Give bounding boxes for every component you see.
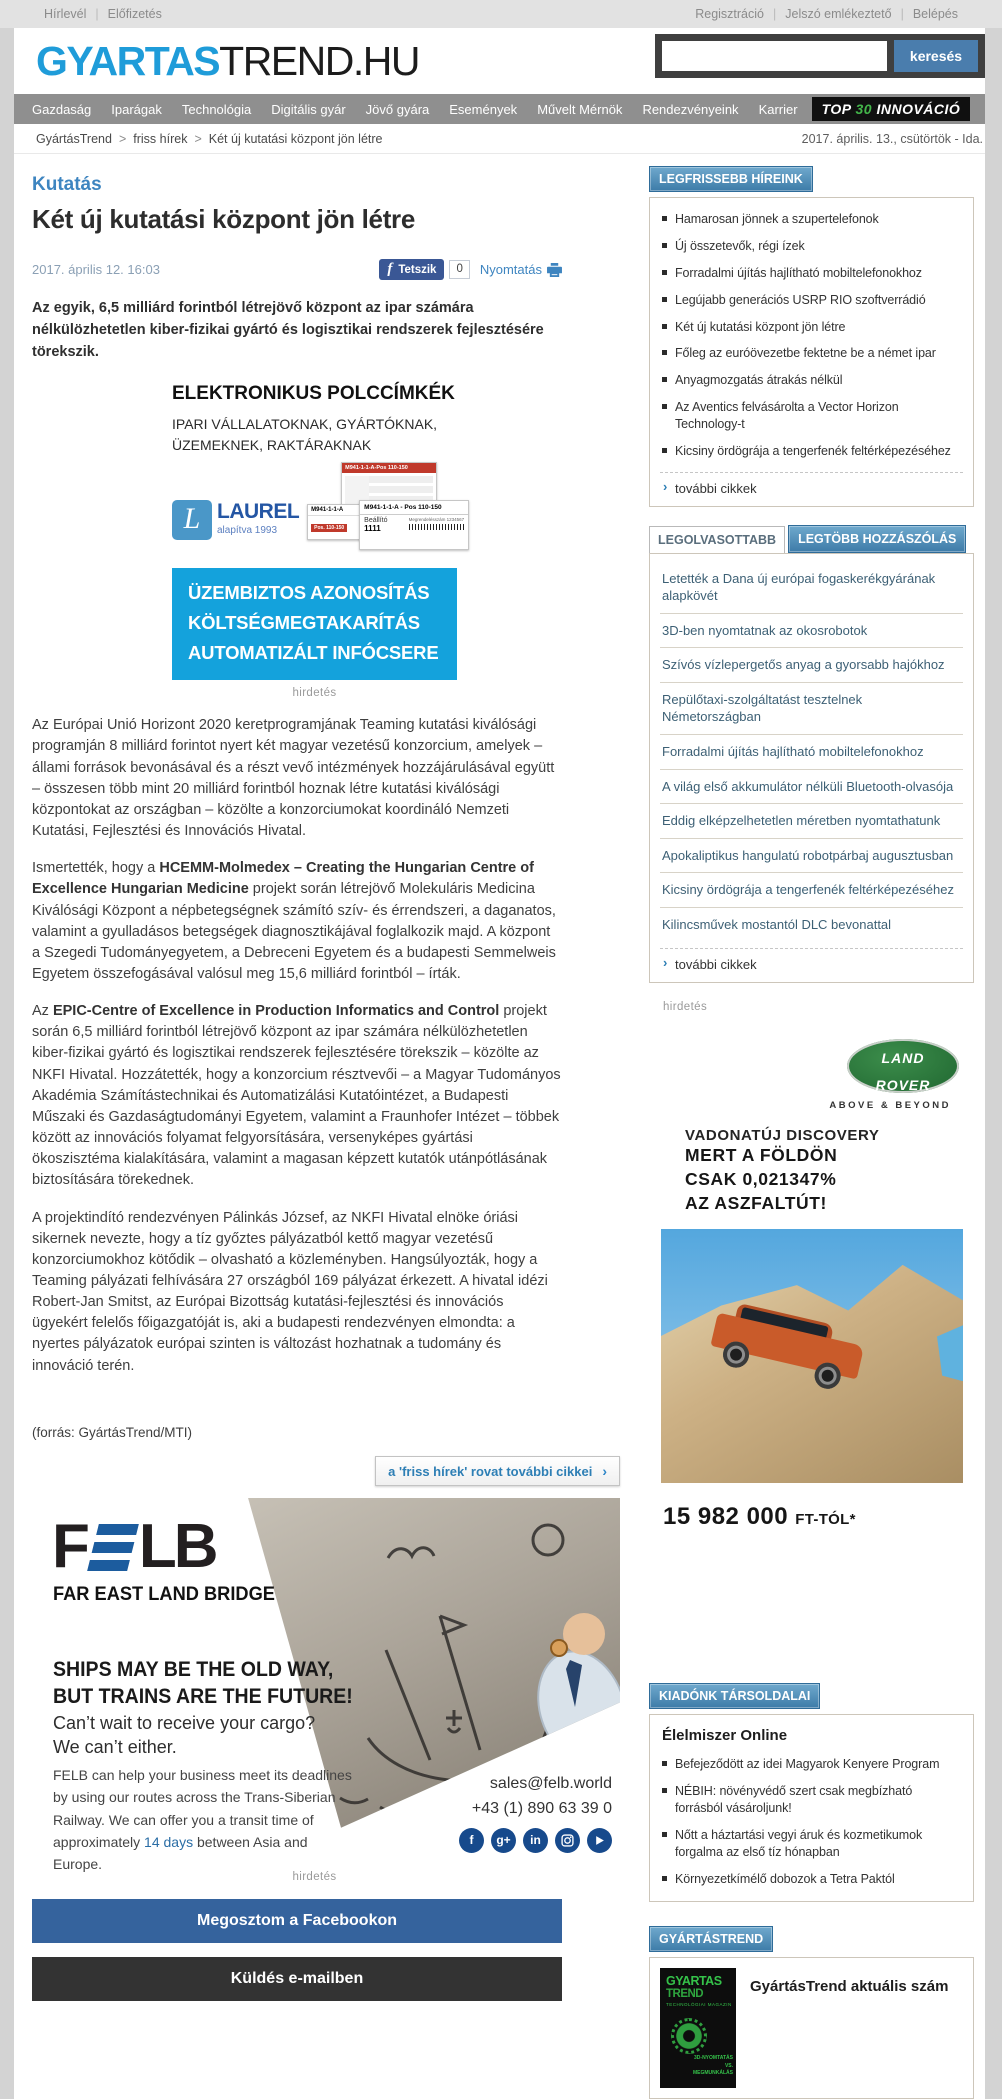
article-meta	[32, 259, 562, 280]
price-suffix: FT-TÓL*	[795, 1511, 856, 1529]
shelf-label-beallito: Beállító	[364, 517, 388, 525]
felb-body-text	[53, 1764, 358, 1876]
shelf-label-1111: 1111	[364, 524, 381, 534]
search-input[interactable]	[662, 41, 887, 71]
login-link[interactable]: Belépés	[912, 7, 958, 21]
print-button[interactable]	[480, 262, 562, 277]
felb-headline-1: SHIPS MAY BE THE OLD WAY,	[53, 1657, 334, 1681]
tab-most-read[interactable]: LEGOLVASOTTABB	[649, 526, 785, 553]
shelf-label-order-number: Megrendelésszám 1234567	[408, 517, 465, 523]
partner-sites-heading: KIADÓNK TÁRSOLDALAI	[649, 1683, 820, 1709]
ad-label: hirdetés	[292, 687, 337, 700]
top30-rest: INNOVÁCIÓ	[876, 101, 961, 117]
landrover-line-1: MERT A FÖLDÖN	[685, 1145, 838, 1166]
felb-phone[interactable]: +43 (1) 890 63 39 0	[471, 1799, 612, 1817]
more-articles-link[interactable]: › további cikkek	[660, 948, 963, 974]
cover-tagline: TECHNOLÓGIAI MAGAZIN	[666, 2001, 732, 2007]
felb-logo-f: F	[52, 1511, 87, 1581]
nav-item-rendezvenyeink[interactable]: Rendezvényeink	[642, 101, 739, 117]
facebook-like-button[interactable]	[379, 259, 444, 280]
more-link-row	[32, 1456, 620, 1486]
landrover-logo-row	[661, 1039, 963, 1111]
content	[14, 154, 985, 2099]
list-item[interactable]: Környezetkímélő dobozok a Tetra Paktól	[660, 1866, 963, 1893]
linkedin-icon[interactable]: in	[523, 1828, 548, 1853]
article-paragraph	[32, 858, 562, 985]
landrover-logo-icon	[847, 1039, 959, 1093]
nav-item-gazdasag[interactable]: Gazdaság	[32, 101, 92, 117]
article-category[interactable]: Kutatás	[32, 174, 102, 195]
article-column	[32, 166, 612, 2001]
list-item[interactable]: Kicsiny ördögrája a tengerfenék feltérképezéséhez	[660, 438, 963, 465]
laurel-ad-title: ELEKTRONIKUS POLCCÍMKÉK	[172, 383, 455, 405]
felb-email[interactable]: sales@felb.world	[489, 1774, 612, 1792]
list-item[interactable]: NÉBIH: növényvédő szert csak megbízható forrásból vásároljunk!	[660, 1778, 963, 1822]
nav-item-technologia[interactable]: Technológia	[181, 101, 252, 117]
partner-news-list	[660, 1751, 963, 1892]
page	[14, 28, 985, 2099]
main-nav	[14, 94, 985, 124]
laurel-benefit-1: ÜZEMBIZTOS AZONOSÍTÁS	[188, 582, 430, 604]
share-facebook-button[interactable]: Megosztom a Facebookon	[32, 1899, 562, 1943]
article-lead: Az egyik, 6,5 milliárd forintból létrejövő központ az ipar számára nélkülözhetetlen kiber-fizikai gyártó és logisztikai rendszerek fejlesztésére törekszik.	[32, 300, 544, 360]
article-source: (forrás: GyártásTrend/MTI)	[32, 1424, 193, 1440]
p2-bold: HCEMM-Molmedex – Creating the Hungarian Centre of Excellence Hungarian Medicine	[32, 860, 534, 898]
laurel-benefit-3: AUTOMATIZÁLT INFÓCSERE	[188, 642, 439, 664]
password-reminder-link[interactable]: Jelszó emlékeztető |	[785, 7, 913, 21]
article-date: 2017. április 12. 16:03	[32, 262, 160, 277]
landrover-logo-rover: ROVER	[875, 1077, 931, 1094]
article-paragraph: Az Európai Unió Horizont 2020 keretprogramjának Teaming kutatási kiválósági programján 8 milliárd forintot nyert két magyar vezetésű konzorcium, amelyek – állami források bevonásával és a részt vevő intézmények hozzájárulásával együtt – összesen több mint 20 milliárd forintból hoznak létre kutatási kiválósági központokat az országban – közölte a konzorciumokat koordináló Nemzeti Kutatási, Fejlesztési és Innovációs Hivatal.	[32, 717, 555, 840]
felb-body-end: between Asia and Europe.	[53, 1833, 308, 1873]
price-value: 15 982 000	[663, 1503, 789, 1531]
list-item[interactable]: 3D-ben nyomtatnak az okosrobotok	[660, 614, 963, 649]
most-read-box	[649, 553, 974, 984]
register-link[interactable]: Regisztráció |	[695, 7, 785, 21]
shelf-label-front	[359, 500, 469, 550]
top30-innovacio-badge[interactable]	[812, 97, 971, 121]
site-logo[interactable]	[36, 38, 419, 85]
cover-title-1: GYARTAS	[666, 1973, 722, 1988]
list-item[interactable]: Hamarosan jönnek a szupertelefonok	[660, 206, 963, 233]
landrover-discovery-image	[661, 1229, 963, 1483]
laurel-brand-text	[217, 500, 299, 536]
like-count-badge: 0	[449, 260, 469, 279]
landrover-kicker: VADONATÚJ DISCOVERY	[685, 1127, 880, 1145]
list-item[interactable]: Forradalmi újítás hajlítható mobiltelefonokhoz	[660, 260, 963, 287]
breadcrumb-current: Két új kutatási központ jön létre	[208, 131, 383, 146]
shelf-label-small-header: M941-1-1-A	[308, 505, 370, 516]
laurel-benefit-2: KÖLTSÉGMEGTAKARÍTÁS	[188, 612, 420, 634]
printer-icon	[547, 263, 562, 277]
laurel-sub1: IPARI VÁLLALATOKNAK, GYÁRTÓKNAK,	[172, 416, 438, 433]
nav-item-esemenyek[interactable]: Események	[449, 101, 518, 117]
laurel-ad-subtitle	[172, 414, 457, 456]
list-item[interactable]: Befejeződött az idei Magyarok Kenyere Program	[660, 1751, 963, 1778]
list-item[interactable]: Két új kutatási központ jön létre	[660, 314, 963, 341]
laurel-logo-icon: L	[172, 500, 212, 540]
list-item[interactable]: Forradalmi újítás hajlítható mobiltelefonokhoz	[660, 735, 963, 770]
logo-gyartas: GYARTAS	[36, 38, 220, 84]
subscription-link[interactable]: Előfizetés	[107, 7, 162, 21]
landrover-ad[interactable]	[661, 1039, 963, 1531]
felb-logo-lb: LB	[138, 1511, 216, 1581]
list-item[interactable]: Új összetevők, régi ízek	[660, 233, 963, 260]
cover-note: 3D-NYOMTATÁS VS. MEGMUNKÁLÁS	[693, 2055, 733, 2077]
share-email-button[interactable]: Küldés e-mailben	[32, 1957, 562, 2001]
google-plus-icon[interactable]: g+	[491, 1828, 516, 1853]
ad-label: hirdetés	[663, 1001, 708, 1014]
newsletter-link[interactable]: Hírlevél |	[44, 7, 108, 21]
laurel-ad[interactable]	[172, 383, 465, 680]
breadcrumb-section[interactable]: friss hírek >	[133, 132, 209, 146]
nav-item-iparagak[interactable]: Iparágak	[111, 101, 162, 117]
felb-body-highlight[interactable]: 14 days	[144, 1833, 194, 1850]
list-item[interactable]: Letették a Dana új európai fogaskerékgyárának alapkövét	[660, 562, 963, 614]
list-item[interactable]: Kilincsművek mostantól DLC bevonattal	[662, 916, 892, 932]
shelf-label-small-chip: Pos. 110-150	[311, 524, 347, 532]
list-item[interactable]: Szívós vízlepergetős anyag a gyorsabb hajókhoz	[660, 648, 963, 683]
breadcrumb-bar	[14, 124, 985, 154]
p3-bold: EPIC-Centre of Excellence in Production Informatics and Control	[52, 1003, 500, 1020]
shelf-label-back-header: M941-1-1-A-Pos 110-150	[342, 463, 436, 473]
logo-trendhu: TREND.HU	[219, 38, 419, 84]
list-item[interactable]: Legújabb generációs USRP RIO szoftverrádió	[660, 287, 963, 314]
article-title: Két új kutatási központ jön létre	[32, 204, 416, 234]
sidebar-tabs	[649, 525, 974, 553]
magazine-section	[649, 1926, 974, 2099]
cover-title-2: TREND	[666, 1987, 704, 2000]
more-articles-link[interactable]: a 'friss hírek' rovat további cikkei ›	[375, 1456, 620, 1486]
landrover-price	[663, 1503, 963, 1531]
list-item[interactable]: Anyagmozgatás átrakás nélkül	[660, 367, 963, 394]
p2-text: Ismertették, hogy a	[32, 860, 160, 877]
print-label: Nyomtatás	[479, 262, 542, 277]
more-articles-link[interactable]: › további cikkek	[660, 472, 963, 498]
latest-news-list	[660, 206, 963, 465]
nav-item-jovo-gyara[interactable]: Jövő gyára	[365, 101, 430, 117]
utility-links-left	[44, 7, 162, 21]
laurel-ad-middle	[172, 465, 465, 564]
shelf-label-front-header: M941-1-1-A - Pos 110-150	[360, 501, 468, 515]
felb-sub-1: Can’t wait to receive your cargo?	[53, 1712, 316, 1733]
felb-headline-2: BUT TRAINS ARE THE FUTURE!	[53, 1685, 353, 1709]
shelf-label-cards	[307, 465, 465, 564]
facebook-icon: f	[387, 261, 393, 277]
list-item[interactable]: Kicsiny ördögrája a tengerfenék feltérképezéséhez	[660, 873, 963, 908]
barcode	[409, 524, 465, 530]
list-item[interactable]: Nőtt a háztartási vegyi áruk és kozmetikumok forgalma az első tíz hónapban	[660, 1822, 963, 1866]
felb-body-start: FELB can help your business meet its deadlines by using our routes across the Trans-Siberian Railway. We can offer you a transit time of approximately	[53, 1766, 352, 1850]
partner-sites-box	[649, 1714, 974, 1901]
landrover-headline	[685, 1127, 963, 1215]
shelf-label-front-left	[364, 517, 387, 533]
breadcrumb-home[interactable]: GyártásTrend >	[36, 132, 133, 146]
felb-headline	[53, 1656, 353, 1711]
youtube-icon[interactable]	[587, 1828, 612, 1853]
nav-item-muvelt-mernok[interactable]: Művelt Mérnök	[537, 101, 623, 117]
facebook-like-label: Tetszik	[398, 263, 437, 276]
landrover-line-3: AZ ASZFALTÚT!	[685, 1192, 827, 1213]
masthead	[14, 28, 985, 94]
laurel-brand-name: LAUREL	[217, 500, 300, 524]
nav-item-digitalis-gyar[interactable]: Digitális gyár	[271, 101, 346, 117]
search-button[interactable]: keresés	[894, 40, 978, 72]
list-item[interactable]: Főleg az euróövezetbe fektetne be a német ipar	[660, 340, 963, 367]
magazine-caption[interactable]: GyártásTrend aktuális szám	[750, 1977, 949, 1995]
felb-social-row	[459, 1828, 612, 1853]
facebook-icon[interactable]: f	[459, 1828, 484, 1853]
top30-top: TOP	[821, 101, 852, 117]
partner-group-title[interactable]: Élelmiszer Online	[662, 1727, 788, 1745]
breadcrumb	[36, 132, 382, 146]
landrover-logo-land: LAND	[881, 1050, 925, 1067]
latest-news-heading: LEGFRISSEBB HÍREINK	[649, 166, 813, 192]
magazine-cover[interactable]	[660, 1968, 736, 2088]
instagram-icon[interactable]	[555, 1828, 580, 1853]
partner-sites-section	[649, 1683, 974, 1901]
utility-links-right	[695, 7, 958, 21]
nav-item-karrier[interactable]: Karrier	[758, 101, 798, 117]
utility-bar	[0, 0, 1002, 28]
felb-tagline: FAR EAST LAND BRIDGE	[53, 1583, 275, 1605]
p2-text: projekt során létrejövő Molekuláris Medicina Kiválósági Központ a népbetegségnek számító szív- és érrendszeri, a daganatos, valamint a gyulladásos betegségek diagnosztikájával foglalkozik majd. A központ a Szegedi Tudományegyetem, a Debreceni Egyetem és a budapesti Semmelweis Egyetem összefogásával valósul meg 15,6 milliárd forintból – írták.	[32, 881, 556, 982]
felb-ad[interactable]	[32, 1498, 620, 1873]
magazine-box	[649, 1957, 974, 2099]
laurel-brand-founded: alapítva 1993	[217, 525, 278, 537]
p3-text: Az	[32, 1003, 53, 1020]
sidebar	[649, 166, 974, 2099]
magazine-heading: GYÁRTÁSTREND	[649, 1926, 773, 1952]
tab-most-comments[interactable]: LEGTÖBB HOZZÁSZÓLÁS	[788, 525, 966, 553]
laurel-sub2: ÜZEMEKNEK, RAKTÁRAKNAK	[172, 437, 372, 454]
list-item[interactable]: Apokaliptikus hangulatú robotpárbaj augusztusban	[660, 839, 963, 874]
felb-logo	[52, 1511, 216, 1581]
search-box	[655, 34, 985, 78]
list-item[interactable]: A világ első akkumulátor nélküli Bluetooth-olvasója	[660, 770, 963, 805]
list-item[interactable]: Az Aventics felvásárolta a Vector Horizon Technology-t	[660, 394, 963, 438]
felb-logo-e-bars-icon	[87, 1524, 139, 1571]
gear-icon	[671, 2018, 707, 2054]
laurel-benefits-band	[172, 568, 457, 680]
article-paragraph: A projektindító rendezvényen Pálinkás József, az NKFI Hivatal elnöke óriási sikernek nevezte, hogy a tíz győztes pályázatból kettő magyar vezetésű konzorciumokhoz kötődik – olvasható a közleményben. Hangsúlyozták, hogy a Teaming pályázati felhívására 27 országból 169 pályázat érkezett. A hivatal idézi Robert-Jan Smitst, az Európai Bizottság kutatási-fejlesztési és innovációs ügyekért felelős főigazgatóját is, aki a budapesti rendezvényen elmondta: a nyertes pályázatok európai szinten is változást hozhatnak a tudomány és innováció terén.	[32, 1209, 548, 1374]
shelf-label-front-row	[360, 515, 468, 535]
list-item[interactable]: Repülőtaxi-szolgáltatást tesztelnek Németországban	[660, 683, 963, 735]
current-date: 2017. április. 13., csütörtök - Ida.	[801, 131, 983, 146]
felb-subheadline	[53, 1711, 315, 1760]
felb-contact	[472, 1772, 612, 1822]
list-item[interactable]: Eddig elképzelhetetlen méretben nyomtathatunk	[660, 804, 963, 839]
latest-news-box	[649, 197, 974, 507]
laurel-brand	[172, 500, 299, 564]
ad-label: hirdetés	[292, 1870, 337, 1883]
p3-text: projekt során 6,5 milliárd forintból létrejövő központ az ipar számára nélkülözhetetlen kiber-fizikai gyártó és logisztikai rendszerek fejlesztésére törekszik – közölte az NKFI Hivatal. Hozzátették, hogy a konzorcium résztvevői – a Magyar Tudományos Akadémia Számítástechnikai és Automatizálási Kutatóintézet, a Budapesti Műszaki és Gazdaságtudományi Egyetem, valamint a Fraunhofer Intézet – többek között az innovációs folyamat felgyorsítására, versenyképes gyártási ökoszisztéma kialakítására, valamint a magasan képzett kutatók utánpótlásának biztosítására törekednek.	[32, 1003, 561, 1189]
article-paragraph	[32, 1001, 562, 1191]
top30-number: 30	[855, 101, 873, 117]
landrover-slogan: ABOVE & BEYOND	[829, 1100, 951, 1112]
felb-sub-2: We can’t either.	[53, 1737, 177, 1758]
shelf-label-front-right	[409, 517, 465, 533]
landrover-line-2: CSAK 0,021347%	[685, 1169, 837, 1190]
